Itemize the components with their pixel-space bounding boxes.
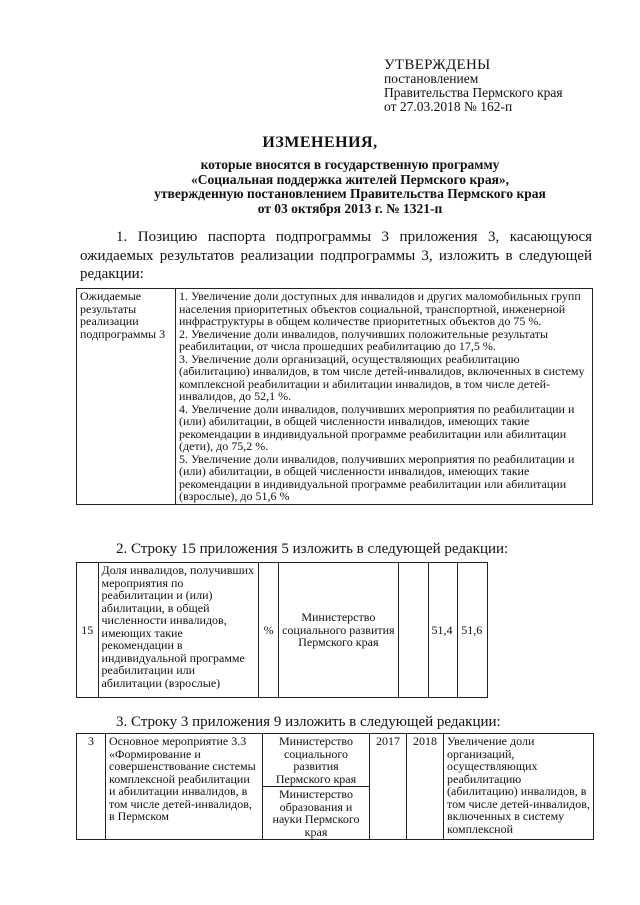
table-expected-results (76, 288, 593, 505)
subtitle-line: утвержденную постановлением Правительства Пермского края (154, 186, 546, 201)
document-title: ИЗМЕНЕНИЯ, (262, 134, 378, 151)
goal-item: 1. Увеличение доли доступных для инвалидов и других маломобильных групп населения приоритетных объектов социальной, транспортной, инженерной инфраструктуры в общем количестве приоритетных объектов до 75 %. (179, 289, 581, 328)
goal-item: 2. Увеличение доли инвалидов, получивших положительные результаты реабилитации, от числа прошедших реабилитацию до 17,5 %. (179, 326, 549, 353)
subtitle-line: «Социальная поддержка жителей Пермского края», (190, 171, 509, 187)
cell-value-2017: 51,4 (428, 563, 458, 698)
subtitle-line: которые вносятся в государственную программу (200, 157, 500, 172)
approval-stamp (384, 58, 624, 114)
cell-value-2018: 51,6 (458, 563, 488, 698)
cell-empty (398, 563, 428, 698)
cell-year-end: 2018 (407, 734, 444, 840)
cell-result: Увеличение доли организаций, осуществляющих реабилитацию (абилитацию) инвалидов, в том числе детей-инвалидов, включенных в систему комплексной (444, 734, 594, 840)
approval-line: постановлением (384, 71, 479, 86)
table-row (77, 734, 594, 787)
approval-line: от 27.03.2018 № 162-п (384, 99, 513, 114)
cell-ministry: Министерство социального развития Пермского края (263, 734, 370, 787)
table-activity-row (76, 733, 594, 840)
approval-line: Правительства Пермского края (384, 85, 563, 100)
cell-unit: % (259, 563, 278, 698)
goal-item: 4. Увеличение доли инвалидов, получивших мероприятия по реабилитации и (или) абилитации, в общей численности инвалидов, имеющих такие рекомендации в индивидуальной программе реабилитации или абилитации (дети), до 75,2 %. (179, 401, 575, 453)
paragraph-3: 3. Строку 3 приложения 9 изложить в следующей редакции: (116, 714, 501, 730)
cell-number: 15 (77, 563, 99, 698)
table-cell-goals (176, 289, 593, 505)
cell-year-start: 2017 (370, 734, 407, 840)
paragraph-1: 1. Позицию паспорта подпрограммы 3 приложения 3, касающуюся ожидаемых результатов реализации подпрограммы 3, изложить в следующей редакции: (80, 229, 592, 282)
cell-ministry: Министерство образования и науки Пермского края (263, 787, 370, 840)
cell-ministry: Министерство социального развития Пермского края (278, 563, 398, 698)
table-row (77, 289, 593, 505)
subtitle-line: от 03 октября 2013 г. № 1321-п (257, 200, 443, 216)
document-subtitle (120, 158, 580, 216)
cell-number: 3 (77, 734, 106, 840)
cell-activity: Основное мероприятие 3.3 «Формирование и совершенствование системы комплексной реабилитации и абилитации инвалидов, в том числе детей-инвалидов, в Пермском (106, 734, 263, 840)
cell-indicator: Доля инвалидов, получивших мероприятия по реабилитации и (или) абилитации, в общей численности инвалидов, имеющих такие рекомендации в индивидуальной программе реабилитации или абилитации (взрослые) (98, 563, 259, 698)
table-cell-label: Ожидаемые результаты реализации подпрограммы 3 (77, 289, 176, 505)
goal-item: 5. Увеличение доли инвалидов, получивших мероприятия по реабилитации и (или) абилитации, в общей численности инвалидов, имеющих такие рекомендации в индивидуальной программе реабилитации или абилитации (взрослые), до 51,6 % (179, 451, 575, 503)
goal-item: 3. Увеличение доли организаций, осуществляющих реабилитацию (абилитацию) инвалидов, в том числе детей-инвалидов, включенных в систему комплексной реабилитации и абилитации инвалидов, в том числе детей-инвалидов, до 52,1 %. (179, 351, 585, 403)
table-row (77, 563, 488, 698)
approval-heading: УТВЕРЖДЕНЫ (384, 57, 491, 73)
paragraph-2: 2. Строку 15 приложения 5 изложить в следующей редакции: (116, 541, 509, 557)
table-indicator-row (76, 562, 488, 698)
